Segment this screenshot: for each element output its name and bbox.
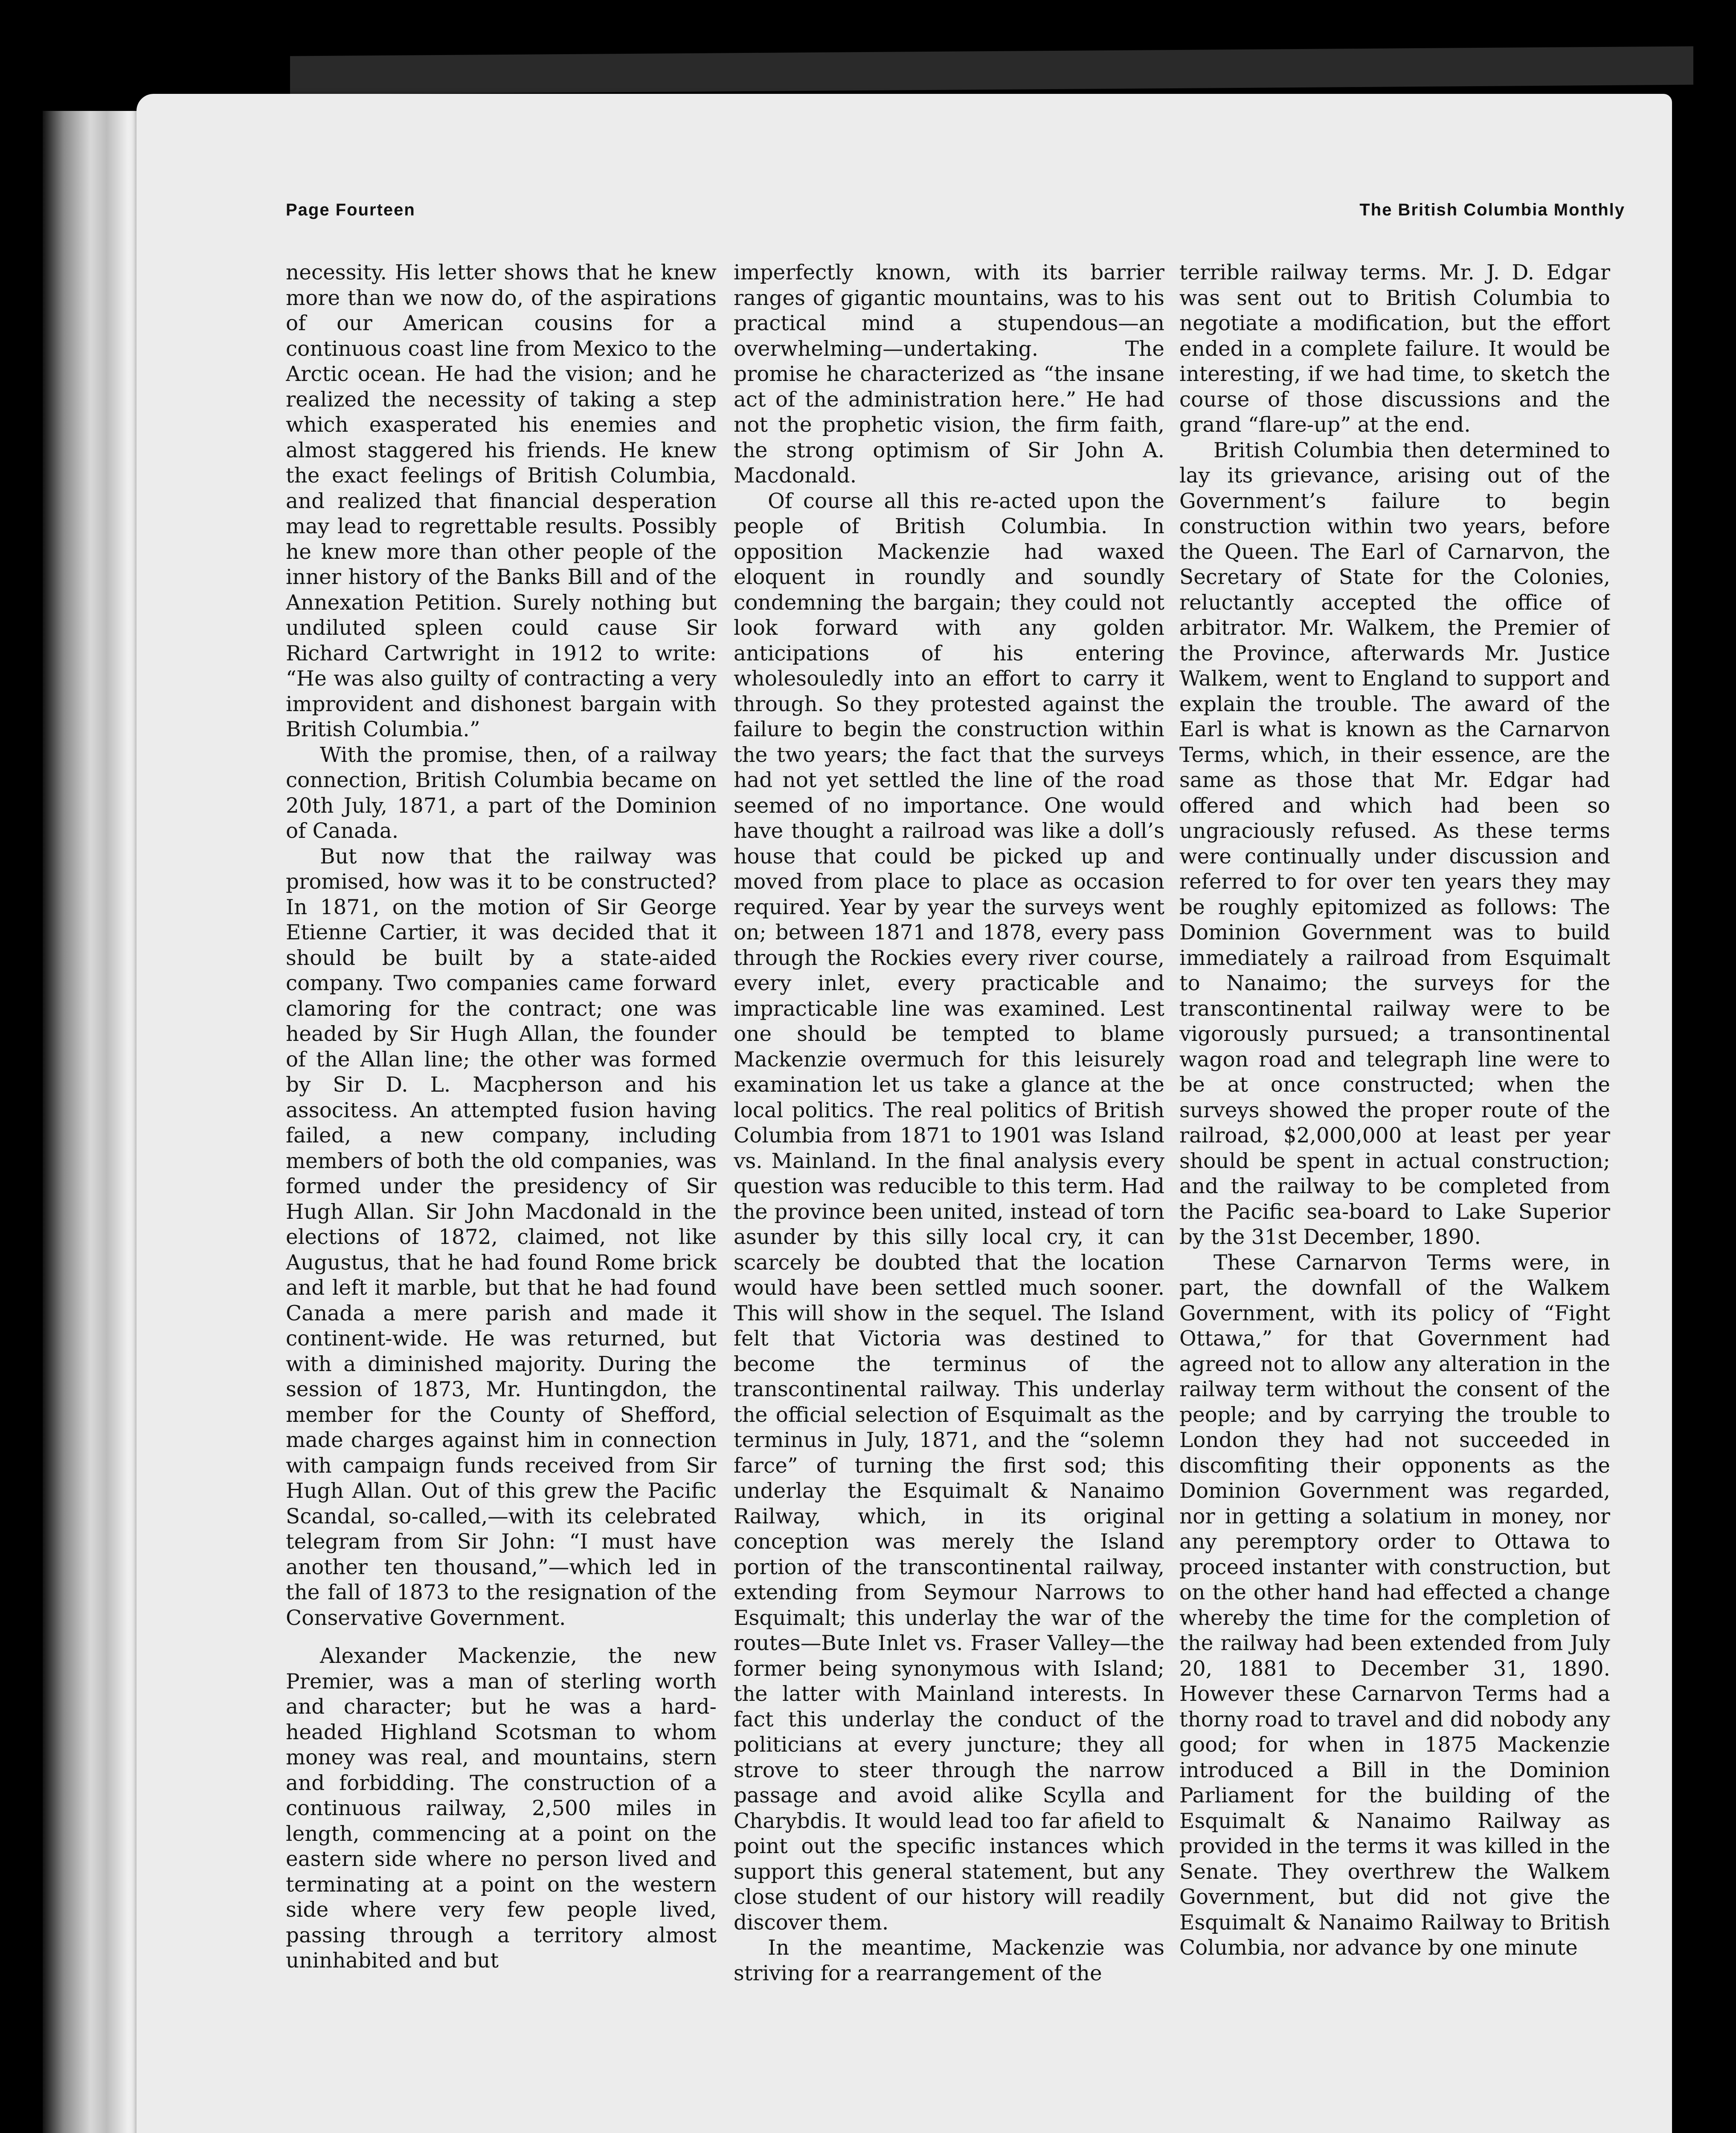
paragraph: terrible railway terms. Mr. J. D. Edgar was sent out to British Columbia to negotiate a modification, but the effort ended in a complete failure. It would be interesting, if we had time, to sketch the course of those discussions and the grand “flare-up” at the end. <box>1179 261 1610 437</box>
paragraph: necessity. His letter shows that he knew more than we now do, of the aspirations of our American cousins for a continuous coast line from Mexico to the Arctic ocean. He had the vision; and he realized the necessity of taking a step which exasperated his enemies and almost staggered his friends. He knew the exact feelings of British Columbia, and realized that financial desperation may lead to regrettable results. Possibly he knew more than other people of the inner history of the Banks Bill and of the Annexation Petition. Surely nothing but undiluted spleen could cause Sir Richard Cartwright in 1912 to write: “He was also guilty of contracting a very improvident and dishonest bargain with British Columbia.” <box>286 261 717 741</box>
page-number-label: Page Fourteen <box>286 201 415 219</box>
paragraph: imperfectly known, with its barrier ranges of gigantic mountains, was to his practical mind a stupendous—an overwhelming—undertaking. The promise he characterized as “the insane act of the administration here.” He had not the prophetic vision, the firm faith, the strong optimism of Sir John A. Macdonald. <box>734 261 1164 488</box>
publication-title: The British Columbia Monthly <box>1359 201 1625 219</box>
film-top-strip <box>290 46 1693 95</box>
binding-edge <box>43 111 149 2133</box>
text-column-2 <box>734 260 1164 2133</box>
paragraph: But now that the railway was promised, how was it to be constructed? In 1871, on the motion of Sir George Etienne Cartier, it was decided that it should be built by a state-aided company. Two companies came forward clamoring for the contract; one was headed by Sir Hugh Allan, the founder of the Allan line; the other was formed by Sir D. L. Macpherson and his associtess. An attempted fusion having failed, a new company, including members of both the old companies, was formed under the presidency of Sir Hugh Allan. Sir John Macdonald in the elections of 1872, claimed, not like Augustus, that he had found Rome brick and left it marble, but that he had found Canada a mere parish and made it continent-wide. He was returned, but with a diminished majority. During the session of 1873, Mr. Huntingdon, the member for the County of Shefford, made charges against him in connection with campaign funds received from Sir Hugh Allan. Out of this grew the Pacific Scandal, so-called,—with its celebrated telegram from Sir John: “I must have another ten thousand,”—which led in the fall of 1873 to the resignation of the Conservative Government. <box>286 844 717 1630</box>
text-column-1 <box>286 260 717 2133</box>
running-header <box>286 201 1625 226</box>
paragraph: In the meantime, Mackenzie was striving for a rearrangement of the <box>734 1936 1164 1985</box>
paragraph: British Columbia then determined to lay its grievance, arising out of the Government’s failure to begin construction within two years, before the Queen. The Earl of Carnarvon, the Secretary of State for the Colonies, reluctantly accepted the office of arbitrator. Mr. Walkem, the Premier of the Province, afterwards Mr. Justice Walkem, went to England to support and explain the trouble. The award of the Earl is what is known as the Carnarvon Terms, which, in their essence, are the same as those that Mr. Edgar had offered and which had been so ungraciously refused. As these terms were continually under discussion and referred to for over ten years they may be roughly epitomized as follows: The Dominion Government was to build immediately a railroad from Esquimalt to Nanaimo; the surveys for the transcontinental railway were to be vigorously pursued; a transontinental wagon road and telegraph line were to be at once constructed; when the surveys showed the proper route of the railroad, $2,000,000 at least per year should be spent in actual construction; and the railway to be completed from the Pacific sea-board to Lake Superior by the 31st December, 1890. <box>1179 438 1610 1249</box>
paragraph: These Carnarvon Terms were, in part, the downfall of the Walkem Government, with its policy of “Fight Ottawa,” for that Government had agreed not to allow any alteration in the railway term without the consent of the people; and by carrying the trouble to London they had not succeeded in discomfiting their opponents as the Dominion Government was regarded, nor in getting a solatium in money, nor any peremptory order to Ottawa to proceed instanter with construction, but on the other hand had effected a change whereby the time for the completion of the railway had been extended from July 20, 1881 to December 31, 1890. However these Carnarvon Terms had a thorny road to travel and did nobody any good; for when in 1875 Mackenzie introduced a Bill in the Dominion Parliament for the building of the Esquimalt & Nanaimo Railway as provided in the terms it was killed in the Senate. They overthrew the Walkem Government, but did not give the Esquimalt & Nanaimo Railway to British Columbia, nor advance by one minute <box>1179 1250 1610 1960</box>
paragraph: Alexander Mackenzie, the new Premier, was a man of sterling worth and character; but he was a hard-headed Highland Scotsman to whom money was real, and mountains, stern and forbidding. The construction of a continuous railway, 2,500 miles in length, commencing at a point on the eastern side where no person lived and terminating at a point on the western side where very few people lived, passing through a territory almost uninhabited and but <box>286 1644 717 1973</box>
paragraph: With the promise, then, of a railway connection, British Columbia became on 20th July, 1871, a part of the Dominion of Canada. <box>286 743 717 843</box>
paragraph: Of course all this re-acted upon the people of British Columbia. In opposition Mackenzie had waxed eloquent in roundly and soundly condemning the bargain; they could not look forward with any golden anticipations of his entering wholesouledly into an effort to carry it through. So they protested against the failure to begin the construction within the two years; the fact that the surveys had not yet settled the line of the road seemed of no importance. One would have thought a railroad was like a doll’s house that could be picked up and moved from place to place as occasion required. Year by year the surveys went on; between 1871 and 1878, every pass through the Rockies every river course, every inlet, every practicable and impracticable line was examined. Lest one should be tempted to blame Mackenzie overmuch for this leisurely examination let us take a glance at the local politics. The real politics of British Columbia from 1871 to 1901 was Island vs. Mainland. In the final analysis every question was reducible to this term. Had the province been united, instead of torn asunder by this silly local cry, it can scarcely be doubted that the location would have been settled much sooner. This will show in the sequel. The Island felt that Victoria was destined to become the terminus of the transcontinental railway. This underlay the official selection of Esquimalt as the terminus in July, 1871, and the “solemn farce” of turning the first sod; this underlay the Esquimalt & Nanaimo Railway, which, in its original conception was merely the Island portion of the transcontinental railway, extending from Seymour Narrows to Esquimalt; this underlay the war of the routes—Bute Inlet vs. Fraser Valley—the former being synonymous with Island; the latter with Mainland interests. In fact this underlay the conduct of the politicians at every juncture; they all strove to steer through the narrow passage and avoid alike Scylla and Charybdis. It would lead too far afield to point out the specific instances which support this general statement, but any close student of our history will readily discover them. <box>734 489 1164 1935</box>
text-column-3 <box>1179 260 1610 2133</box>
